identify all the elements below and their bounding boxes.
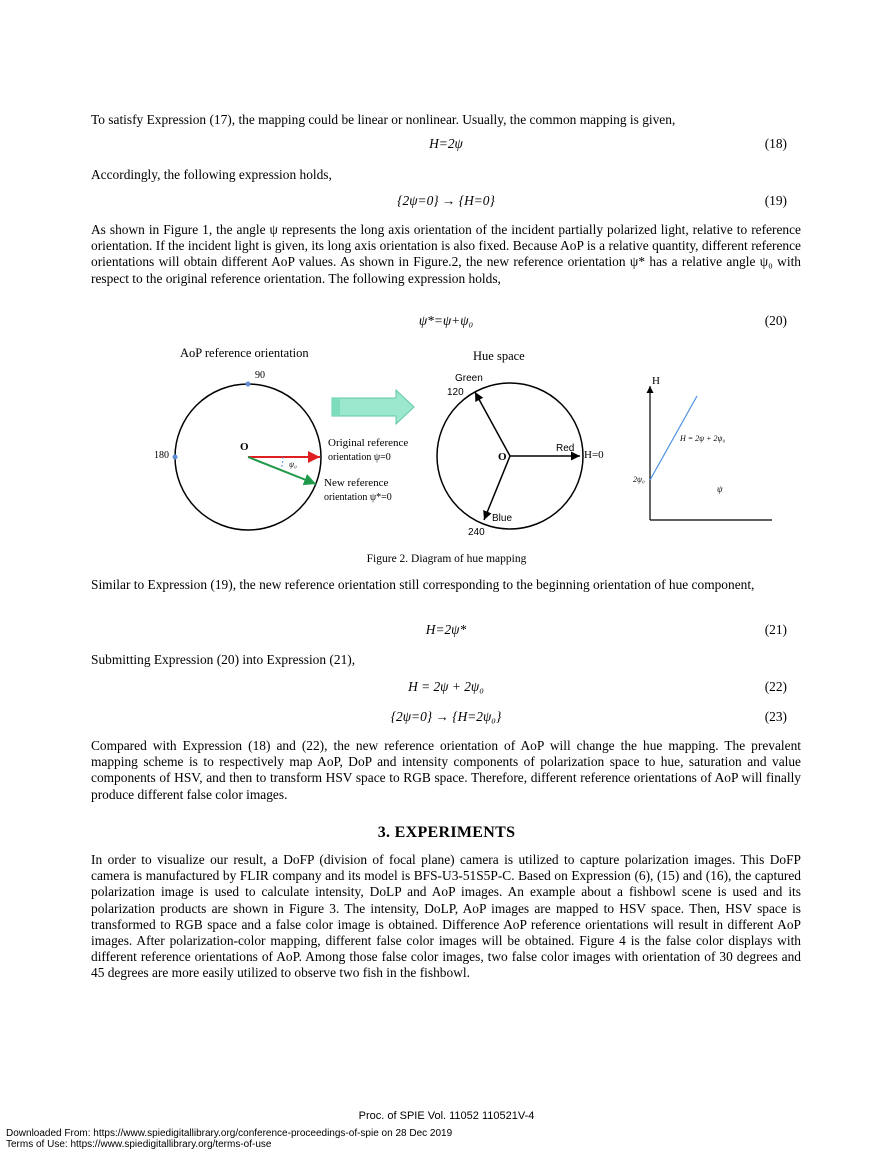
figure-2-diagram bbox=[150, 340, 790, 538]
equation-18 bbox=[91, 136, 801, 154]
label-240: 240 bbox=[468, 527, 485, 538]
blue-axis-arrow bbox=[484, 456, 510, 520]
paragraph-p5: Submitting Expression (20) into Expression (21), bbox=[91, 652, 356, 667]
equation-23-formula: {2ψ=0} → {H=2ψ₀} bbox=[390, 709, 502, 724]
equation-23-number: (23) bbox=[764, 709, 787, 724]
label-90: 90 bbox=[255, 370, 265, 381]
new-ref-label-1: New reference bbox=[324, 477, 389, 489]
blue-label: Blue bbox=[492, 513, 513, 524]
equation-20 bbox=[91, 313, 801, 331]
mapping-arrow-tail bbox=[332, 398, 340, 416]
proceedings-footer: Proc. of SPIE Vol. 11052 110521V-4 bbox=[358, 1110, 535, 1122]
equation-22-number: (22) bbox=[764, 679, 787, 694]
new-reference-arrow bbox=[248, 457, 316, 484]
equation-21-formula: H=2ψ* bbox=[425, 622, 467, 637]
figure-caption: Figure 2. Diagram of hue mapping bbox=[366, 553, 527, 565]
psi-axis-label: ψ bbox=[717, 484, 723, 494]
paragraph-p4: Similar to Expression (19), the new reference orientation still corresponding to the beginning orientation of hue component, bbox=[91, 577, 755, 592]
origin-label-hue: O bbox=[498, 451, 507, 463]
new-ref-label-2: orientation ψ*=0 bbox=[324, 492, 392, 503]
paragraph-p1: To satisfy Expression (17), the mapping could be linear or nonlinear. Usually, the common mapping is given, bbox=[91, 112, 676, 127]
download-notice: Downloaded From: https://www.spiedigitallibrary.org/conference-proceedings-of-spie on 28 Dec 2019 bbox=[6, 1128, 453, 1139]
h0-label: H=0 bbox=[584, 449, 604, 461]
mapping-arrow-icon bbox=[332, 390, 414, 424]
equation-22 bbox=[91, 679, 801, 697]
paragraph-p6: Compared with Expression (18) and (22), the new reference orientation of AoP will change the hue mapping. The prevalent mapping scheme is to respectively map AoP, DoP and intensity components of polarization space to hue, saturation and value components of HSV, and then to transform HSV space to RGB space. Therefore, different reference orientations of AoP will finally produce different false color images. bbox=[91, 738, 801, 802]
hue-title: Hue space bbox=[473, 349, 525, 363]
intercept-label: 2ψ₀ bbox=[633, 475, 645, 484]
line-equation-label: H = 2ψ + 2ψ₀ bbox=[680, 434, 726, 443]
red-label: Red bbox=[556, 443, 575, 454]
equation-19-formula: {2ψ=0} → {H=0} bbox=[397, 193, 495, 208]
label-120: 120 bbox=[447, 387, 464, 398]
green-label: Green bbox=[455, 373, 483, 384]
h-axis-label: H bbox=[652, 375, 660, 387]
hue-mapping-diagram bbox=[150, 340, 790, 540]
angle-arc bbox=[281, 457, 283, 469]
paragraph-p2: Accordingly, the following expression holds, bbox=[91, 167, 332, 182]
original-ref-label-2: orientation ψ=0 bbox=[328, 452, 391, 463]
origin-label-left: O bbox=[240, 441, 249, 453]
equation-21 bbox=[91, 622, 801, 640]
equation-19 bbox=[91, 193, 801, 211]
equation-22-formula: H = 2ψ + 2ψ₀ bbox=[408, 679, 484, 694]
equation-18-number: (18) bbox=[764, 136, 787, 151]
equation-19-number: (19) bbox=[764, 193, 787, 208]
equation-18-formula: H=2ψ bbox=[429, 136, 463, 151]
paragraph-p3: As shown in Figure 1, the angle ψ represents the long axis orientation of the incident partially polarized light, relative to reference orientation. If the incident light is given, its long axis orientation is also fixed. Because AoP is a relative quantity, different reference orientations will obtain different AoP values. As shown in Figure.2, the new reference orientation ψ* has a relative angle ψ₀ with respect to the original reference orientation. The following expression holds, bbox=[91, 222, 801, 286]
psi0-label: ψ₀ bbox=[289, 460, 297, 469]
point-90 bbox=[246, 382, 251, 387]
equation-20-number: (20) bbox=[764, 313, 787, 328]
aop-title: AoP reference orientation bbox=[180, 346, 309, 360]
equation-21-number: (21) bbox=[764, 622, 787, 637]
terms-link[interactable]: Terms of Use: https://www.spiedigitallibrary.org/terms-of-use bbox=[6, 1139, 272, 1150]
label-180: 180 bbox=[154, 450, 169, 461]
section-heading: 3. EXPERIMENTS bbox=[377, 824, 516, 841]
paragraph-p7: In order to visualize our result, a DoFP (division of focal plane) camera is utilized to capture polarization images. This DoFP camera is manufactured by FLIR company and its model is BFS-U3-51S5P-C. Based on Expression (6), (15) and (16), the captured polarization image is used to calculate intensity, DoLP and AoP images. An example about a fishbowl scene is used and its polarization products are shown in Figure 3. The intensity, DoLP, AoP images are mapped to HSV space. Then, HSV space is transformed to RGB space and a false color image is obtained. Difference AoP reference orientations will result in different AoP images. After polarization-color mapping, different false color images will be obtained. Figure 4 is the false color displays with different reference orientations of AoP. Among those false color images, two false color images with orientation of 30 degrees and 45 degrees are more easily utilized to observe two fish in the fishbowl. bbox=[91, 852, 801, 981]
equation-20-formula: ψ*=ψ+ψ₀ bbox=[418, 313, 474, 328]
equation-23 bbox=[91, 709, 801, 727]
original-ref-label-1: Original reference bbox=[328, 437, 409, 449]
point-180 bbox=[173, 455, 178, 460]
green-axis-arrow bbox=[475, 392, 510, 456]
